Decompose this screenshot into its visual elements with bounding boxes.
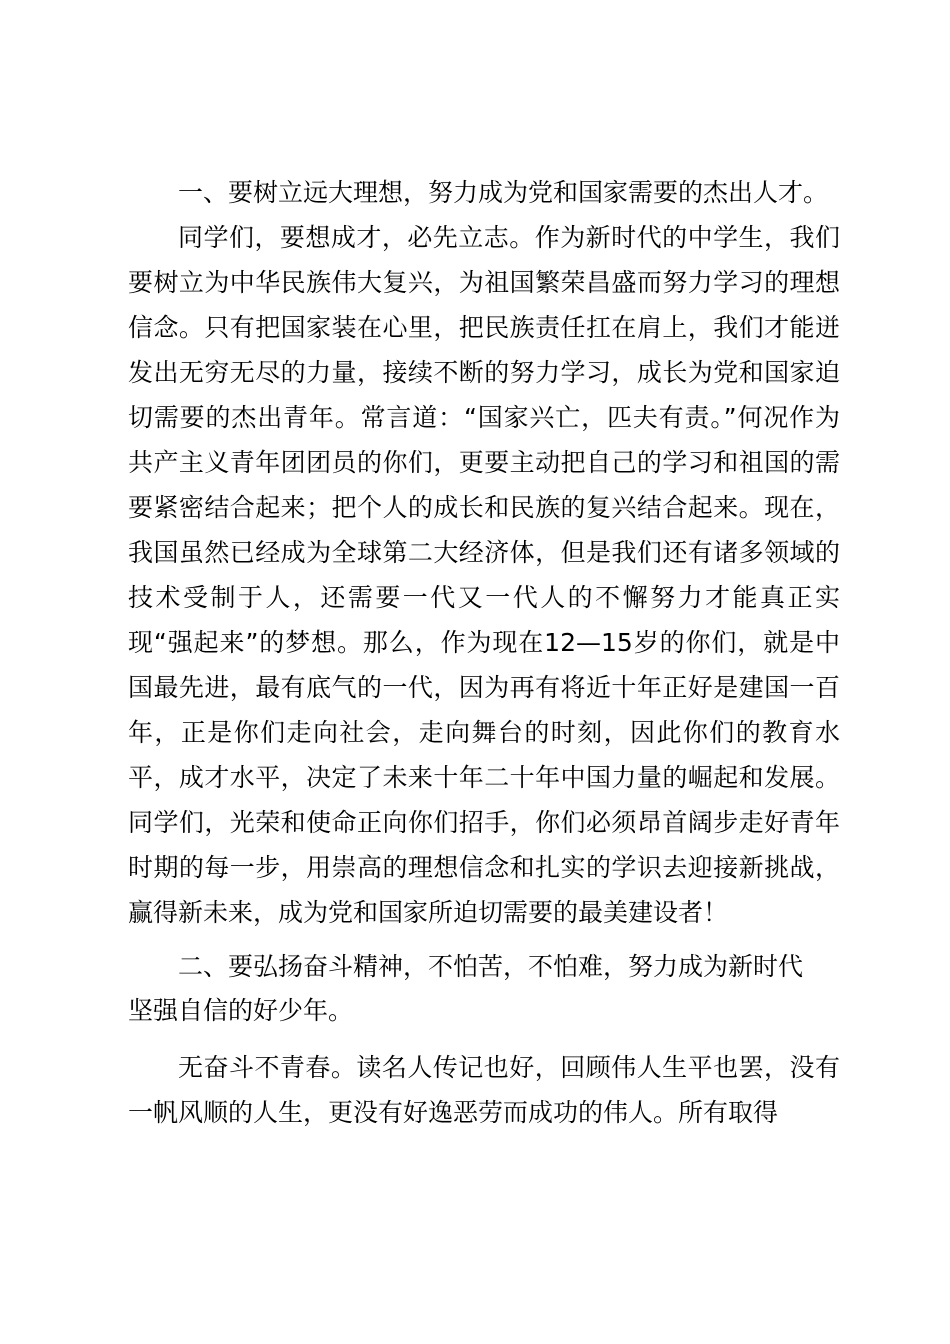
document-body <box>128 170 840 1135</box>
section-heading-1: 一、要树立远大理想，努力成为党和国家需要的杰出人才。 <box>178 178 829 207</box>
paragraph-1: 同学们，要想成才，必先立志。作为新时代的中学生，我们要树立为中华民族伟大复兴，为祖国繁荣昌盛而努力学习的理想信念。只有把国家装在心里，把民族责任扛在肩上，我们才能迸发出无穷无尽的力量，接续不断的努力学习，成长为党和国家迫切需要的杰出青年。常言道：“国家兴亡，匹夫有责。”何况作为共产主义青年团团员的你们，更要主动把自己的学习和祖国的需要紧密结合起来；把个人的成长和民族的复兴结合起来。现在，我国虽然已经成为全球第二大经济体，但是我们还有诸多领域的技术受制于人，还需要一代又一代人的不懈努力才能真正实现“强起来”的梦想。那么，作为现在12—15岁的你们，就是中国最先进，最有底气的一代，因为再有将近十年正好是建国一百年，正是你们走向社会，走向舞台的时刻，因此你们的教育水平，成才水平，决定了未来十年二十年中国力量的崛起和发展。同学们，光荣和使命正向你们招手，你们必须昂首阔步走好青年时期的每一步，用崇高的理想信念和扎实的学识去迎接新挑战，赢得新未来，成为党和国家所迫切需要的最美建设者！ <box>128 223 840 927</box>
section-heading-2: 二、要弘扬奋斗精神，不怕苦，不怕难，努力成为新时代坚强自信的好少年。 <box>128 952 804 1025</box>
paragraph-2: 无奋斗不青春。读名人传记也好，回顾伟人生平也罢，没有一帆风顺的人生，更没有好逸恶劳而成功的伟人。所有取得 <box>128 1053 840 1127</box>
